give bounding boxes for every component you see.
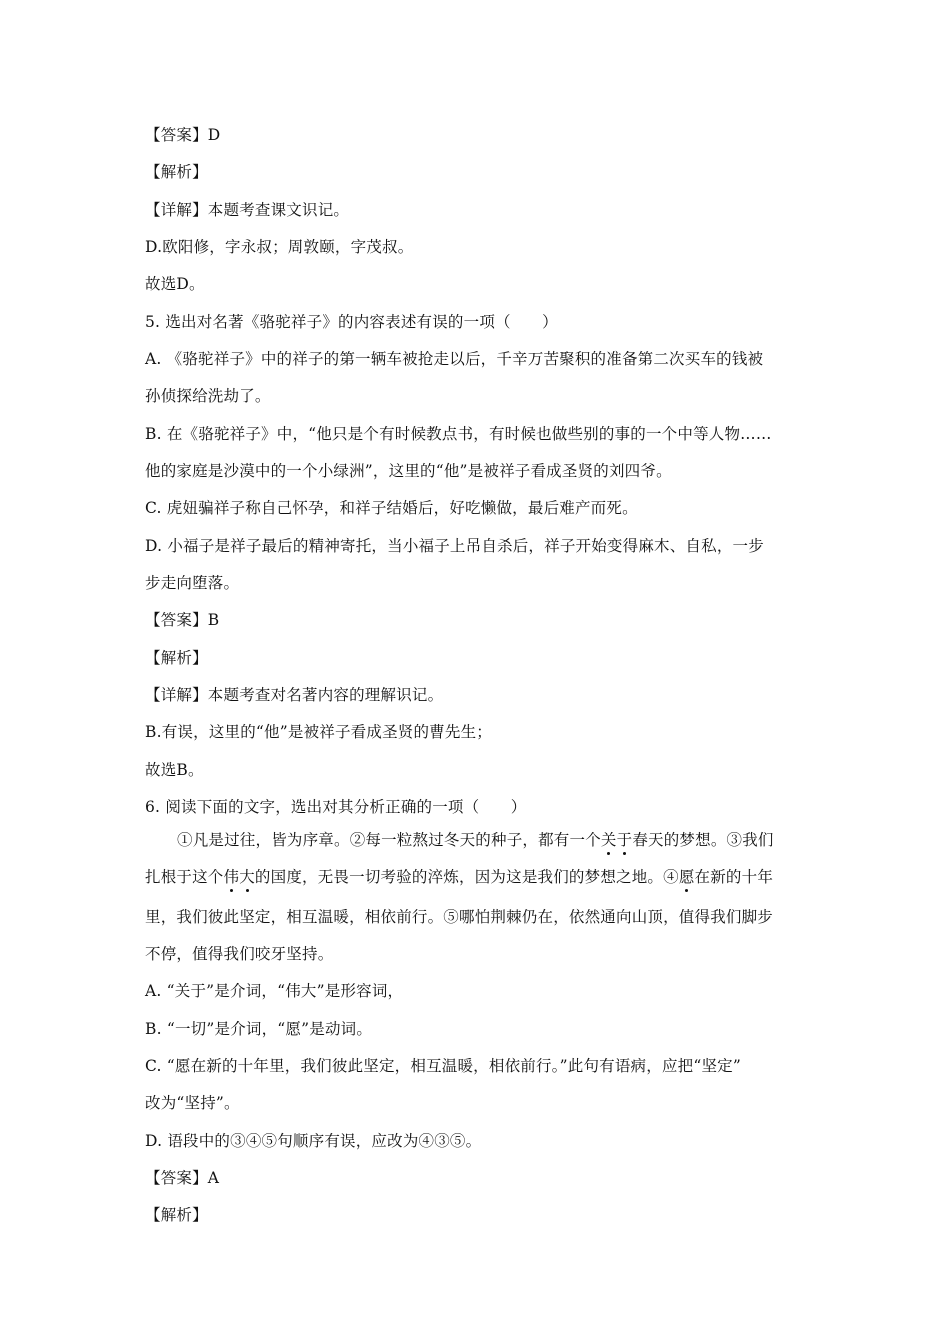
q6-option-b: B. “一切”是介词，“愿”是动词。 (145, 1020, 373, 1038)
emphasized-char: 愿 (678, 868, 695, 886)
passage-text: 的国度，无畏一切考验的淬炼，因为这是我们的梦想之地。④ (254, 868, 679, 886)
emphasized-char: 于 (616, 831, 633, 849)
q5-answer-label: 【答案】B (145, 611, 220, 629)
q6-answer-label: 【答案】A (145, 1169, 220, 1187)
q5-option-a: A. 《骆驼祥子》中的祥子的第一辆车被抢走以后，千辛万苦聚积的准备第二次买车的钱被 (145, 350, 764, 368)
analysis-label: 【解析】 (145, 163, 208, 181)
q5-option-a-cont: 孙侦探给洗劫了。 (145, 387, 271, 405)
q5-option-d-cont: 步走向堕落。 (145, 574, 240, 592)
q5-option-c: C. 虎妞骗祥子称自己怀孕，和祥子结婚后，好吃懒做，最后难产而死。 (145, 499, 638, 517)
q6-passage-line-2 (145, 866, 810, 888)
emphasized-char: 伟 (223, 868, 240, 886)
choice-text: 故选D。 (145, 275, 205, 293)
q6-passage-line-1 (177, 829, 842, 851)
q6-analysis-label: 【解析】 (145, 1206, 208, 1224)
passage-text: 春天的梦想。③我们 (632, 831, 774, 849)
question-5-stem: 5. 选出对名著《骆驼祥子》的内容表述有误的一项（ ） (145, 313, 558, 331)
passage-text: 在新的十年 (694, 868, 774, 886)
q5-explanation-text: B.有误，这里的“他”是被祥子看成圣贤的曹先生； (145, 723, 492, 741)
detail-text: 【详解】本题考查课文识记。 (145, 201, 350, 219)
passage-text: ①凡是过往，皆为序章。②每一粒熬过冬天的种子，都有一个 (177, 831, 601, 849)
q6-option-a: A. “关于”是介词，“伟大”是形容词， (145, 982, 404, 1000)
q5-analysis-label: 【解析】 (145, 649, 208, 667)
q5-option-b: B. 在《骆驼祥子》中，“他只是个有时候教点书，有时候也做些别的事的一个中等人物…… (145, 425, 772, 443)
q6-passage-line-4: 不停，值得我们咬牙坚持。 (145, 945, 334, 963)
question-6-stem: 6. 阅读下面的文字，选出对其分析正确的一项（ ） (145, 798, 527, 816)
q6-option-c-cont: 改为“坚持”。 (145, 1094, 240, 1112)
emphasized-char: 关 (600, 831, 617, 849)
q6-passage-line-3: 里，我们彼此坚定，相互温暖，相依前行。⑤哪怕荆棘仍在，依然通向山顶，值得我们脚步 (145, 908, 774, 926)
q6-option-c: C. “愿在新的十年里，我们彼此坚定，相互温暖，相依前行。”此句有语病，应把“坚定” (145, 1057, 742, 1075)
q5-option-d: D. 小福子是祥子最后的精神寄托，当小福子上吊自杀后，祥子开始变得麻木、自私，一步 (145, 537, 764, 555)
explanation-text: D.欧阳修，字永叔；周敦颐，字茂叔。 (145, 238, 414, 256)
q5-detail-text: 【详解】本题考查对名著内容的理解识记。 (145, 686, 444, 704)
q5-choice-text: 故选B。 (145, 761, 204, 779)
q5-option-b-cont: 他的家庭是沙漠中的一个小绿洲”，这里的“他”是被祥子看成圣贤的刘四爷。 (145, 462, 672, 480)
emphasized-char: 大 (239, 868, 255, 886)
passage-text: 扎根于这个 (145, 868, 224, 886)
answer-label: 【答案】D (145, 126, 221, 144)
q6-option-d: D. 语段中的③④⑤句顺序有误，应改为④③⑤。 (145, 1132, 482, 1150)
